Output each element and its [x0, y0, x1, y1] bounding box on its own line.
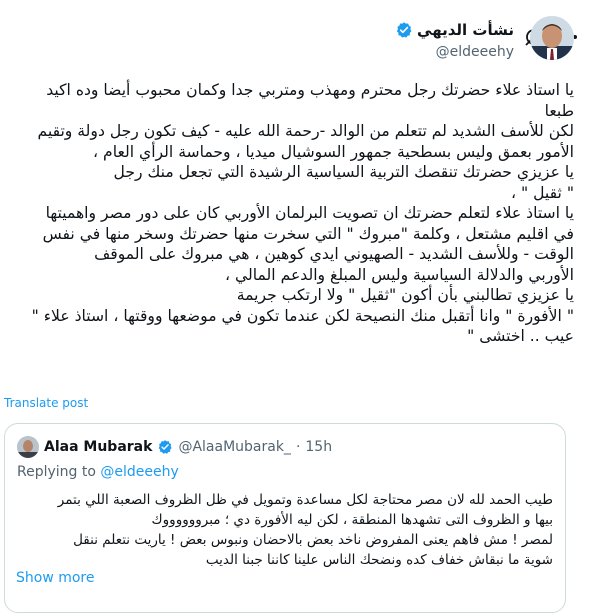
author-name-row	[395, 20, 514, 40]
author-avatar[interactable]	[530, 16, 574, 60]
replying-to	[17, 464, 179, 480]
replying-to-prefix: Replying to	[17, 464, 96, 480]
separator-dot: ·	[295, 439, 301, 455]
quoted-tweet-header	[17, 436, 332, 458]
quoted-timestamp[interactable]: 15h	[305, 439, 333, 455]
author-block[interactable]	[395, 20, 514, 62]
show-more-link[interactable]: Show more	[16, 570, 95, 586]
verified-badge-icon	[157, 439, 173, 455]
quoted-author-avatar[interactable]	[17, 436, 39, 458]
avatar-image	[530, 16, 574, 60]
quoted-tweet-text: طيب الحمد لله لان مصر محتاجة لكل مساعدة وتمويل في ظل الظروف الصعبة اللي بتمر بيها و الظروف التى تشهدها المنطقة ، لكن ليه الأفورة دي ؛ مبرووووووك لمصر ! مش فاهم يعنى المفروض ناخد بعض بالاحضان ونبوس بعض ! ياريت نتعلم ننقل شوية ما نبقاش خفاف كده ونضحك الناس علينا كاننا جبنا الديب	[57, 492, 553, 568]
verified-badge-icon	[395, 21, 413, 39]
tweet-text: يا استاذ علاء حضرتك رجل محترم ومهذب ومتربي جدا وكمان محبوب أيضا وده اكيد طبعا لكن للأسف الشديد لم تتعلم من الوالد -رحمة الله عليه - كيف تكون رجل دولة وتقيم الأمور بعمق وليس بسطحية جمهور السوشيال ميديا ، وحماسة الرأي العام ، يا عزيزي حضرتك تنقصك التربية السياسية الرشيدة التي تجعل منك رجل " ثقيل " ، يا استاذ علاء لتعلم حضرتك ان تصويت البرلمان الأوربي كان على دور مصر واهميتها في اقليم مشتعل ، وكلمة "مبروك " التي سخرت منها حضرتك وسخر منها في نفس الوقت - وللأسف الشديد - الصهيوني ايدي كوهين ، هي مبروك على الموقف الأوربي والدلالة السياسية وليس المبلغ والدعم المالي ، يا عزيزي تطالبني بأن أكون "ثقيل " ولا ارتكب جريمة " الأفورة " وانا أتقبل منك النصيحة لكن عندما تكون في موضعها ووقتها ، استاذ علاء " عيب .. اختشى "	[31, 81, 574, 345]
quoted-avatar-image	[17, 436, 39, 458]
quoted-tweet[interactable]	[4, 423, 566, 613]
quoted-author-handle[interactable]: @AlaaMubarak_	[178, 439, 291, 455]
tweet-header	[0, 16, 590, 68]
translate-post-link[interactable]: Translate post	[4, 396, 89, 410]
author-name[interactable]: نشأت الديهي	[417, 21, 514, 39]
replying-to-mention[interactable]: @eldeeehy	[100, 464, 179, 480]
quoted-author-name[interactable]: Alaa Mubarak	[44, 439, 153, 455]
author-handle[interactable]: @eldeeehy	[435, 44, 514, 60]
